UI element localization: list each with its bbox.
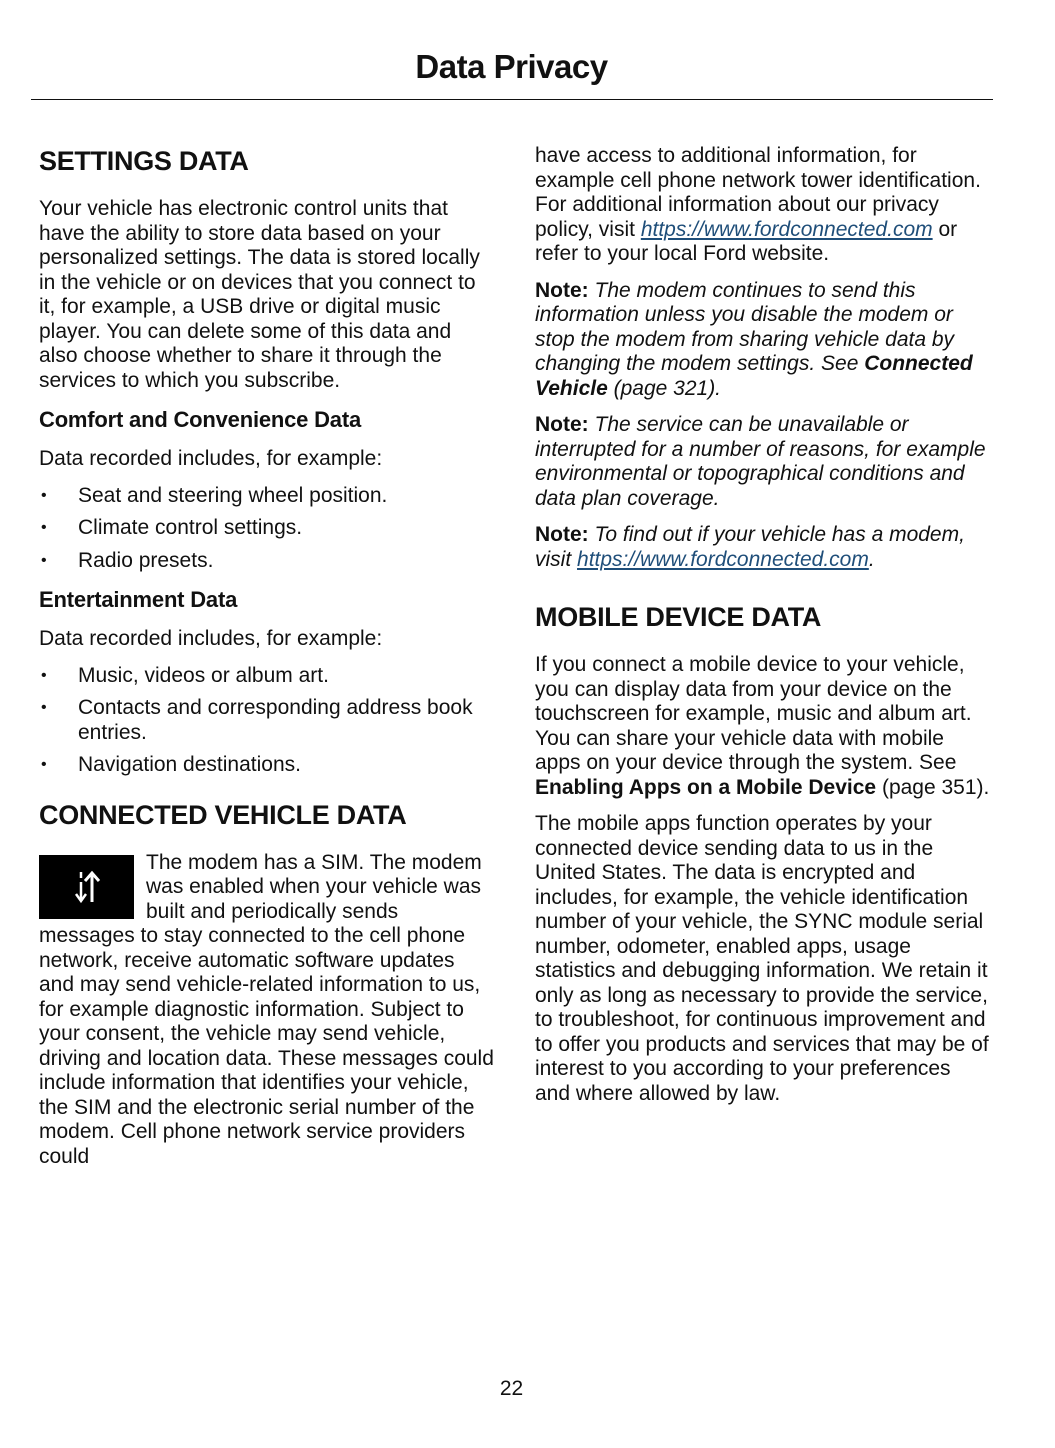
- title-divider: [31, 99, 993, 100]
- entertainment-lead: Data recorded includes, for example:: [39, 627, 383, 650]
- settings-intro: Your vehicle has electronic control units that have the ability to store data based on your personalized settings. The data is stored locally in the vehicle or on devices that you connect to it, for example, a USB drive or digital music player. You can delete some of this data and also choose whether to share it through the services to which you subscribe.: [39, 197, 480, 392]
- right-column: [535, 144, 990, 1118]
- page-number: 22: [499, 1377, 524, 1400]
- list-item: • Seat and steering wheel position.: [41, 483, 388, 507]
- list-item: • Radio presets.: [41, 548, 214, 572]
- bullet: •: [41, 699, 47, 716]
- comfort-lead: Data recorded includes, for example:: [39, 447, 383, 470]
- privacy-policy-link[interactable]: https://www.fordconnected.com: [640, 217, 933, 241]
- list-item: • Climate control settings.: [41, 516, 303, 539]
- modem-signal-icon: [39, 855, 134, 919]
- settings-data-heading: SETTINGS DATA: [39, 146, 249, 176]
- mobile-para-2: The mobile apps function operates by your connected device sending data to us in the United States. The data is encrypted and includes, for example, the vehicle identification number of your vehicle, the SYNC module serial number, odometer, enabled apps, usage statistics and debugging information. We retain it only as long as necessary to provide the service, to troubleshoot, for continuous improvement and to offer you products and services that may be of interest to you according to your preferences and where allowed by law.: [535, 812, 989, 1105]
- fordconnected-link[interactable]: https://www.fordconnected.com: [577, 547, 869, 571]
- note-find-modem: Note: To find out if your vehicle has a modem, visit https://www.fordconnected.com.: [535, 523, 965, 571]
- bullet: •: [41, 551, 47, 569]
- comfort-heading: Comfort and Convenience Data: [39, 407, 362, 432]
- note-modem-settings: Note: The modem continues to send this information unless you disable the modem or stop the modem from sharing vehicle data by changing the modem settings. See Connected Vehicle (page 321).: [535, 278, 973, 400]
- left-column: [39, 140, 494, 1181]
- entertainment-heading: Entertainment Data: [39, 587, 238, 612]
- comfort-list: [39, 484, 494, 574]
- mobile-device-heading: MOBILE DEVICE DATA: [535, 602, 822, 632]
- bullet: •: [41, 666, 47, 684]
- connected-continued: have access to additional information, for example cell phone network tower identification. For additional information about our privacy policy, visit https://www.fordconnected.com or refer to your local Ford website.: [535, 144, 981, 265]
- bullet: •: [41, 756, 47, 773]
- enabling-apps-xref[interactable]: Enabling Apps on a Mobile Device: [535, 775, 877, 799]
- modem-paragraph-block: [39, 851, 494, 1170]
- list-item: • Contacts and corresponding address book entries.: [41, 696, 473, 744]
- note-service-unavailable: Note: The service can be unavailable or interrupted for a number of reasons, for example environmental or topographical conditions and data plan coverage.: [535, 413, 986, 510]
- list-item: • Navigation destinations.: [41, 753, 301, 776]
- entertainment-list: [39, 664, 494, 778]
- bullet: •: [41, 486, 47, 504]
- connected-vehicle-heading: CONNECTED VEHICLE DATA: [39, 799, 407, 830]
- connected-vehicle-xref[interactable]: Connected Vehicle: [535, 352, 973, 400]
- list-item: • Music, videos or album art.: [41, 663, 329, 687]
- connected-body: The modem has a SIM. The modem was enabled when your vehicle was built and periodically sends messages to stay connected to the cell phone network, receive automatic software updates and may send vehicle-related information to us, for example diagnostic information. Subject to your consent, the vehicle may send vehicle, driving and location data. These messages could include information that identifies your vehicle, the SIM and the electronic serial number of the modem. Cell phone network service providers could: [39, 850, 494, 1168]
- mobile-para-1: If you connect a mobile device to your vehicle, you can display data from your device on the touchscreen for example, music and album art. You can share your vehicle data with mobile apps on your device through the system. See Enabling Apps on a Mobile Device (page 351).: [535, 653, 990, 799]
- bullet: •: [41, 519, 47, 536]
- page-title: Data Privacy: [415, 48, 608, 85]
